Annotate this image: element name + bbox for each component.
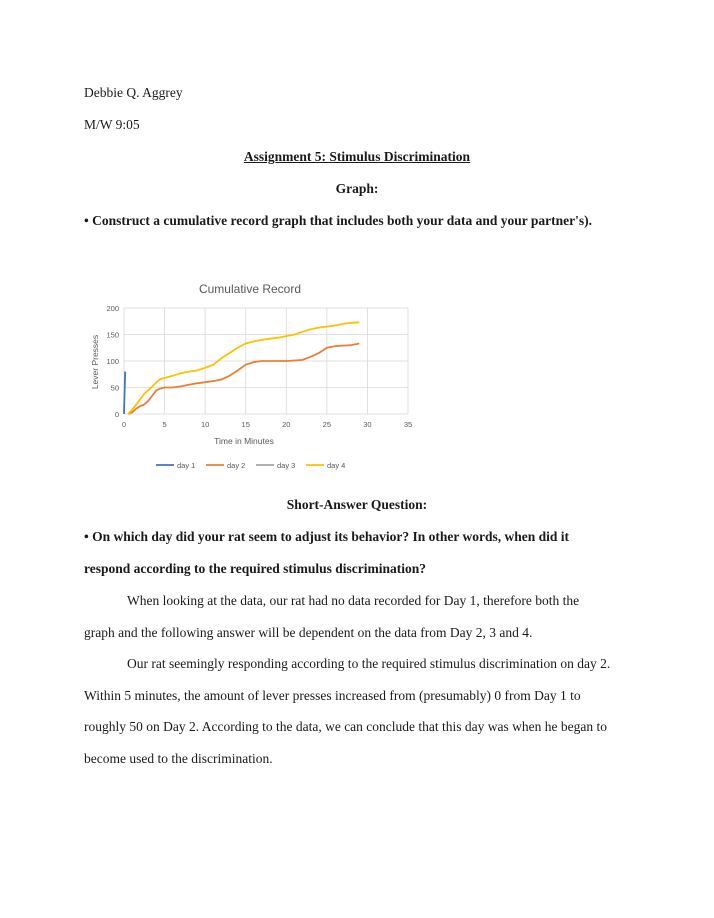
y-axis-label: Lever Presses [90,334,100,390]
answer-p2-line-3: roughly 50 on Day 2. According to the data, we can conclude that this day was when he began to [84,719,607,734]
series-line-day-1 [124,372,125,414]
y-tick-label: 150 [106,330,119,340]
graph-instruction: • Construct a cumulative record graph that includes both your data and your partner's). [84,213,592,228]
legend-label: day 3 [277,461,296,470]
x-tick-label: 35 [403,420,413,429]
series-line-day-4 [128,322,359,414]
x-axis-label: Time in Minutes [214,436,274,446]
assignment-title-text: Assignment 5: Stimulus Discrimination [243,149,471,164]
legend-label: day 4 [327,461,346,470]
question-line-1: • On which day did your rat seem to adjust its behavior? In other words, when did it [84,529,570,544]
cumulative-record-chart [88,274,428,479]
graph-heading: Graph: [335,181,379,196]
x-tick-label: 15 [241,420,250,429]
answer-p2-line-2: Within 5 minutes, the amount of lever presses increased from (presumably) 0 from Day 1 to [84,687,581,703]
y-axis-ticks [106,304,119,419]
assignment-title [0,149,714,165]
answer-block [84,585,644,774]
legend-label: day 2 [227,461,246,470]
x-tick-label: 5 [162,420,167,429]
y-tick-label: 50 [110,383,119,393]
legend-label: day 1 [177,461,196,470]
y-tick-label: 200 [106,304,119,313]
class-section: M/W 9:05 [84,117,140,132]
x-tick-label: 10 [200,420,210,429]
y-tick-label: 0 [114,410,119,419]
answer-p1-line-2: graph and the following answer will be dependent on the data from Day 2, 3 and 4. [84,624,533,640]
short-answer-heading: Short-Answer Question: [286,497,428,512]
student-name: Debbie Q. Aggrey [84,85,183,100]
y-tick-label: 100 [106,357,119,366]
chart-legend [156,461,345,470]
answer-p2-line-1: Our rat seemingly responding according to the required stimulus discrimination on day 2. [127,656,611,671]
x-tick-label: 20 [282,420,291,429]
question-line-2: respond according to the required stimulus discrimination? [84,560,427,576]
question-block [84,521,644,584]
x-axis-ticks [122,420,412,429]
answer-p2-line-4: become used to the discrimination. [84,750,273,766]
chart-title: Cumulative Record [198,282,302,296]
chart-series [124,322,359,414]
x-tick-label: 30 [363,420,372,429]
answer-p1-line-1: When looking at the data, our rat had no data recorded for Day 1, therefore both the [127,593,580,608]
x-tick-label: 25 [322,420,332,429]
x-tick-label: 0 [121,420,127,429]
